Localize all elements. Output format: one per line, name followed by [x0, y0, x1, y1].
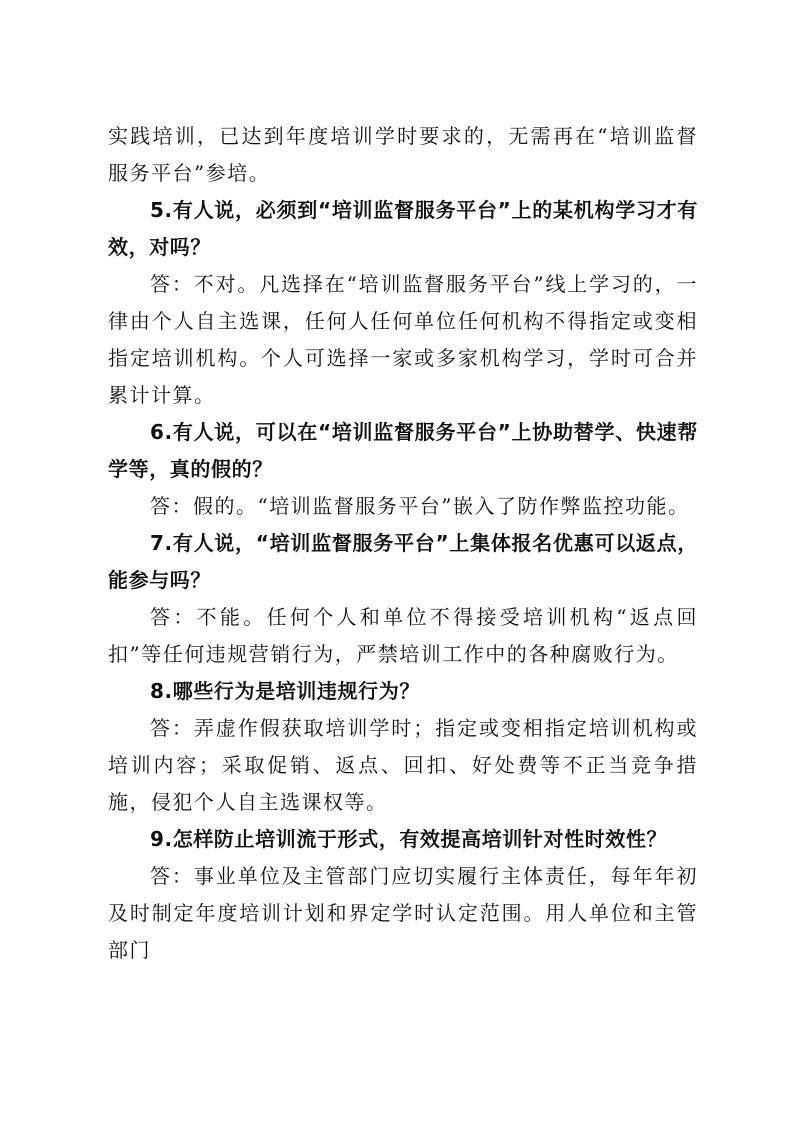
- question-6: 6.有人说，可以在“培训监督服务平台”上协助替学、快速帮学等，真的假的？: [108, 420, 698, 481]
- question-5: 5.有人说，必须到“培训监督服务平台”上的某机构学习才有效，对吗？: [108, 198, 698, 259]
- question-7: 7.有人说，“培训监督服务平台”上集体报名优惠可以返点，能参与吗？: [108, 531, 698, 592]
- answer-9: 答：事业单位及主管部门应切实履行主体责任，每年年初及时制定年度培训计划和界定学时认定范围。用人单位和主管部门: [108, 864, 698, 962]
- answer-5: 答：不对。凡选择在“培训监督服务平台”线上学习的，一律由个人自主选课，任何人任何单位任何机构不得指定或变相指定培训机构。个人可选择一家或多家机构学习，学时可合并累计计算。: [108, 272, 698, 407]
- answer-7: 答：不能。任何个人和单位不得接受培训机构“返点回扣”等任何违规营销行为，严禁培训工作中的各种腐败行为。: [108, 605, 698, 666]
- question-8: 8.哪些行为是培训违规行为？: [150, 679, 420, 703]
- answer-continuation: 实践培训，已达到年度培训学时要求的，无需再在“培训监督服务平台”参培。: [108, 124, 698, 185]
- document-body: [108, 118, 698, 969]
- answer-8: 答：弄虚作假获取培训学时；指定或变相指定培训机构或培训内容；采取促销、返点、回扣、好处费等不正当竞争措施，侵犯个人自主选课权等。: [108, 716, 698, 814]
- answer-6: 答：假的。“培训监督服务平台”嵌入了防作弊监控功能。: [150, 494, 690, 518]
- question-9: 9.怎样防止培训流于形式，有效提高培训针对性时效性？: [150, 827, 668, 851]
